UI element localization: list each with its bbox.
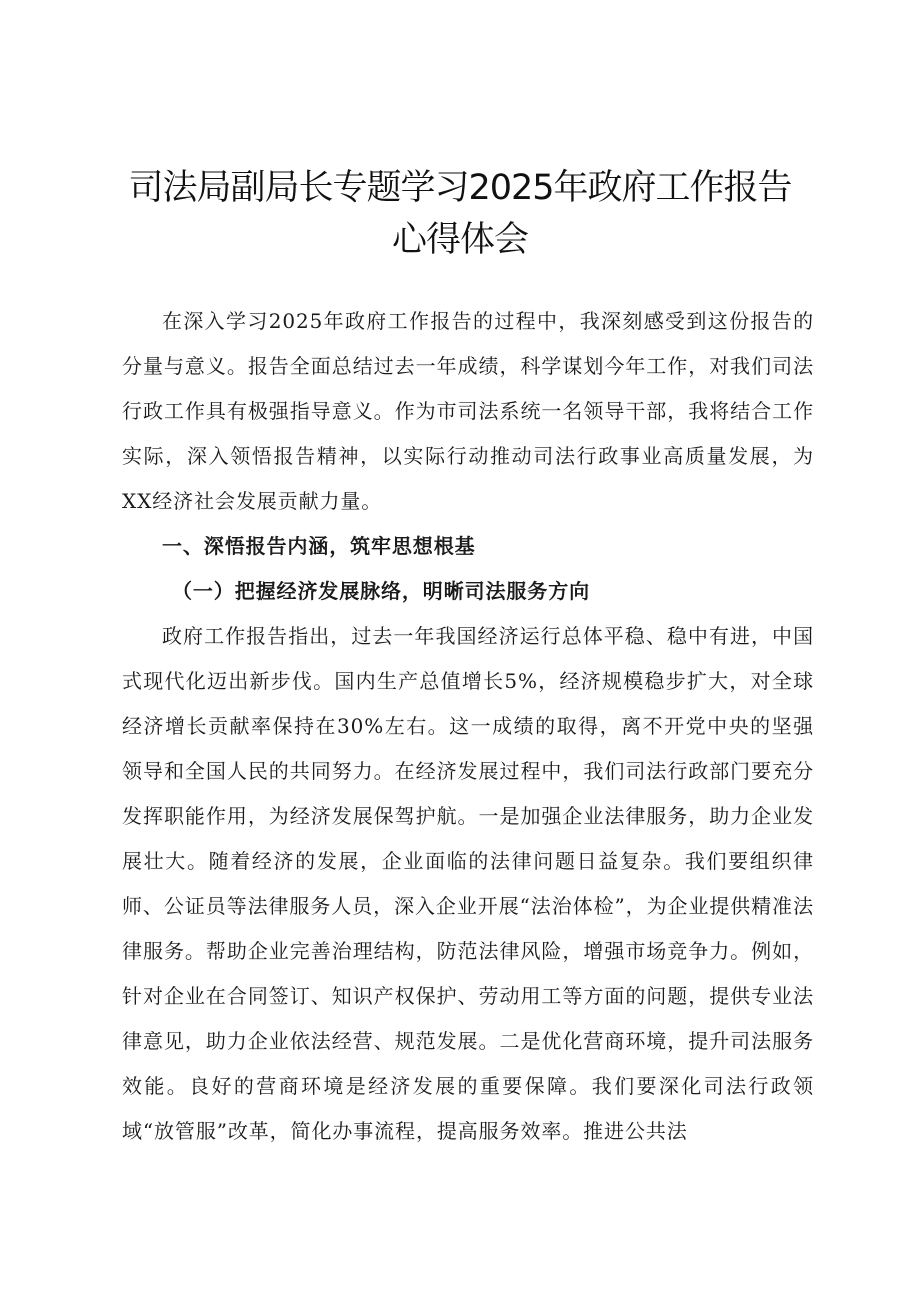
section-heading: 一、深悟报告内涵，筑牢思想根基 <box>162 534 476 558</box>
subsection-heading: （一）把握经济发展脉络，明晰司法服务方向 <box>172 579 590 603</box>
body-paragraph: 政府工作报告指出，过去一年我国经济运行总体平稳、稳中有进，中国式现代化迈出新步伐。国内生产总值增长5%，经济规模稳步扩大，对全球经济增长贡献率保持在30%左右。这一成绩的取得，离不开党中央的坚强领导和全国人民的共同努力。在经济发展过程中，我们司法行政部门要充分发挥职能作用，为经济发展保驾护航。一是加强企业法律服务，助力企业发展壮大。随着经济的发展，企业面临的法律问题日益复杂。我们要组织律师、公证员等法律服务人员，深入企业开展“法治体检”，为企业提供精准法律服务。帮助企业完善治理结构，防范法律风险，增强市场竞争力。例如，针对企业在合同签订、知识产权保护、劳动用工等方面的问题，提供专业法律意见，助力企业依法经营、规范发展。二是优化营商环境，提升司法服务效能。良好的营商环境是经济发展的重要保障。我们要深化司法行政领域“放管服”改革，简化办事流程，提高服务效率。推进公共法 <box>122 624 814 1143</box>
document-body <box>122 299 814 1154</box>
document-title-line-1: 司法局副局长专题学习2025年政府工作报告 <box>128 168 792 208</box>
intro-paragraph: 在深入学习2025年政府工作报告的过程中，我深刻感受到这份报告的分量与意义。报告全面总结过去一年成绩，科学谋划今年工作，对我们司法行政工作具有极强指导意义。作为市司法系统一名领导干部，我将结合工作实际，深入领悟报告精神，以实际行动推动司法行政事业高质量发展，为XX经济社会发展贡献力量。 <box>122 309 814 513</box>
document-title-line-2: 心得体会 <box>391 220 528 260</box>
